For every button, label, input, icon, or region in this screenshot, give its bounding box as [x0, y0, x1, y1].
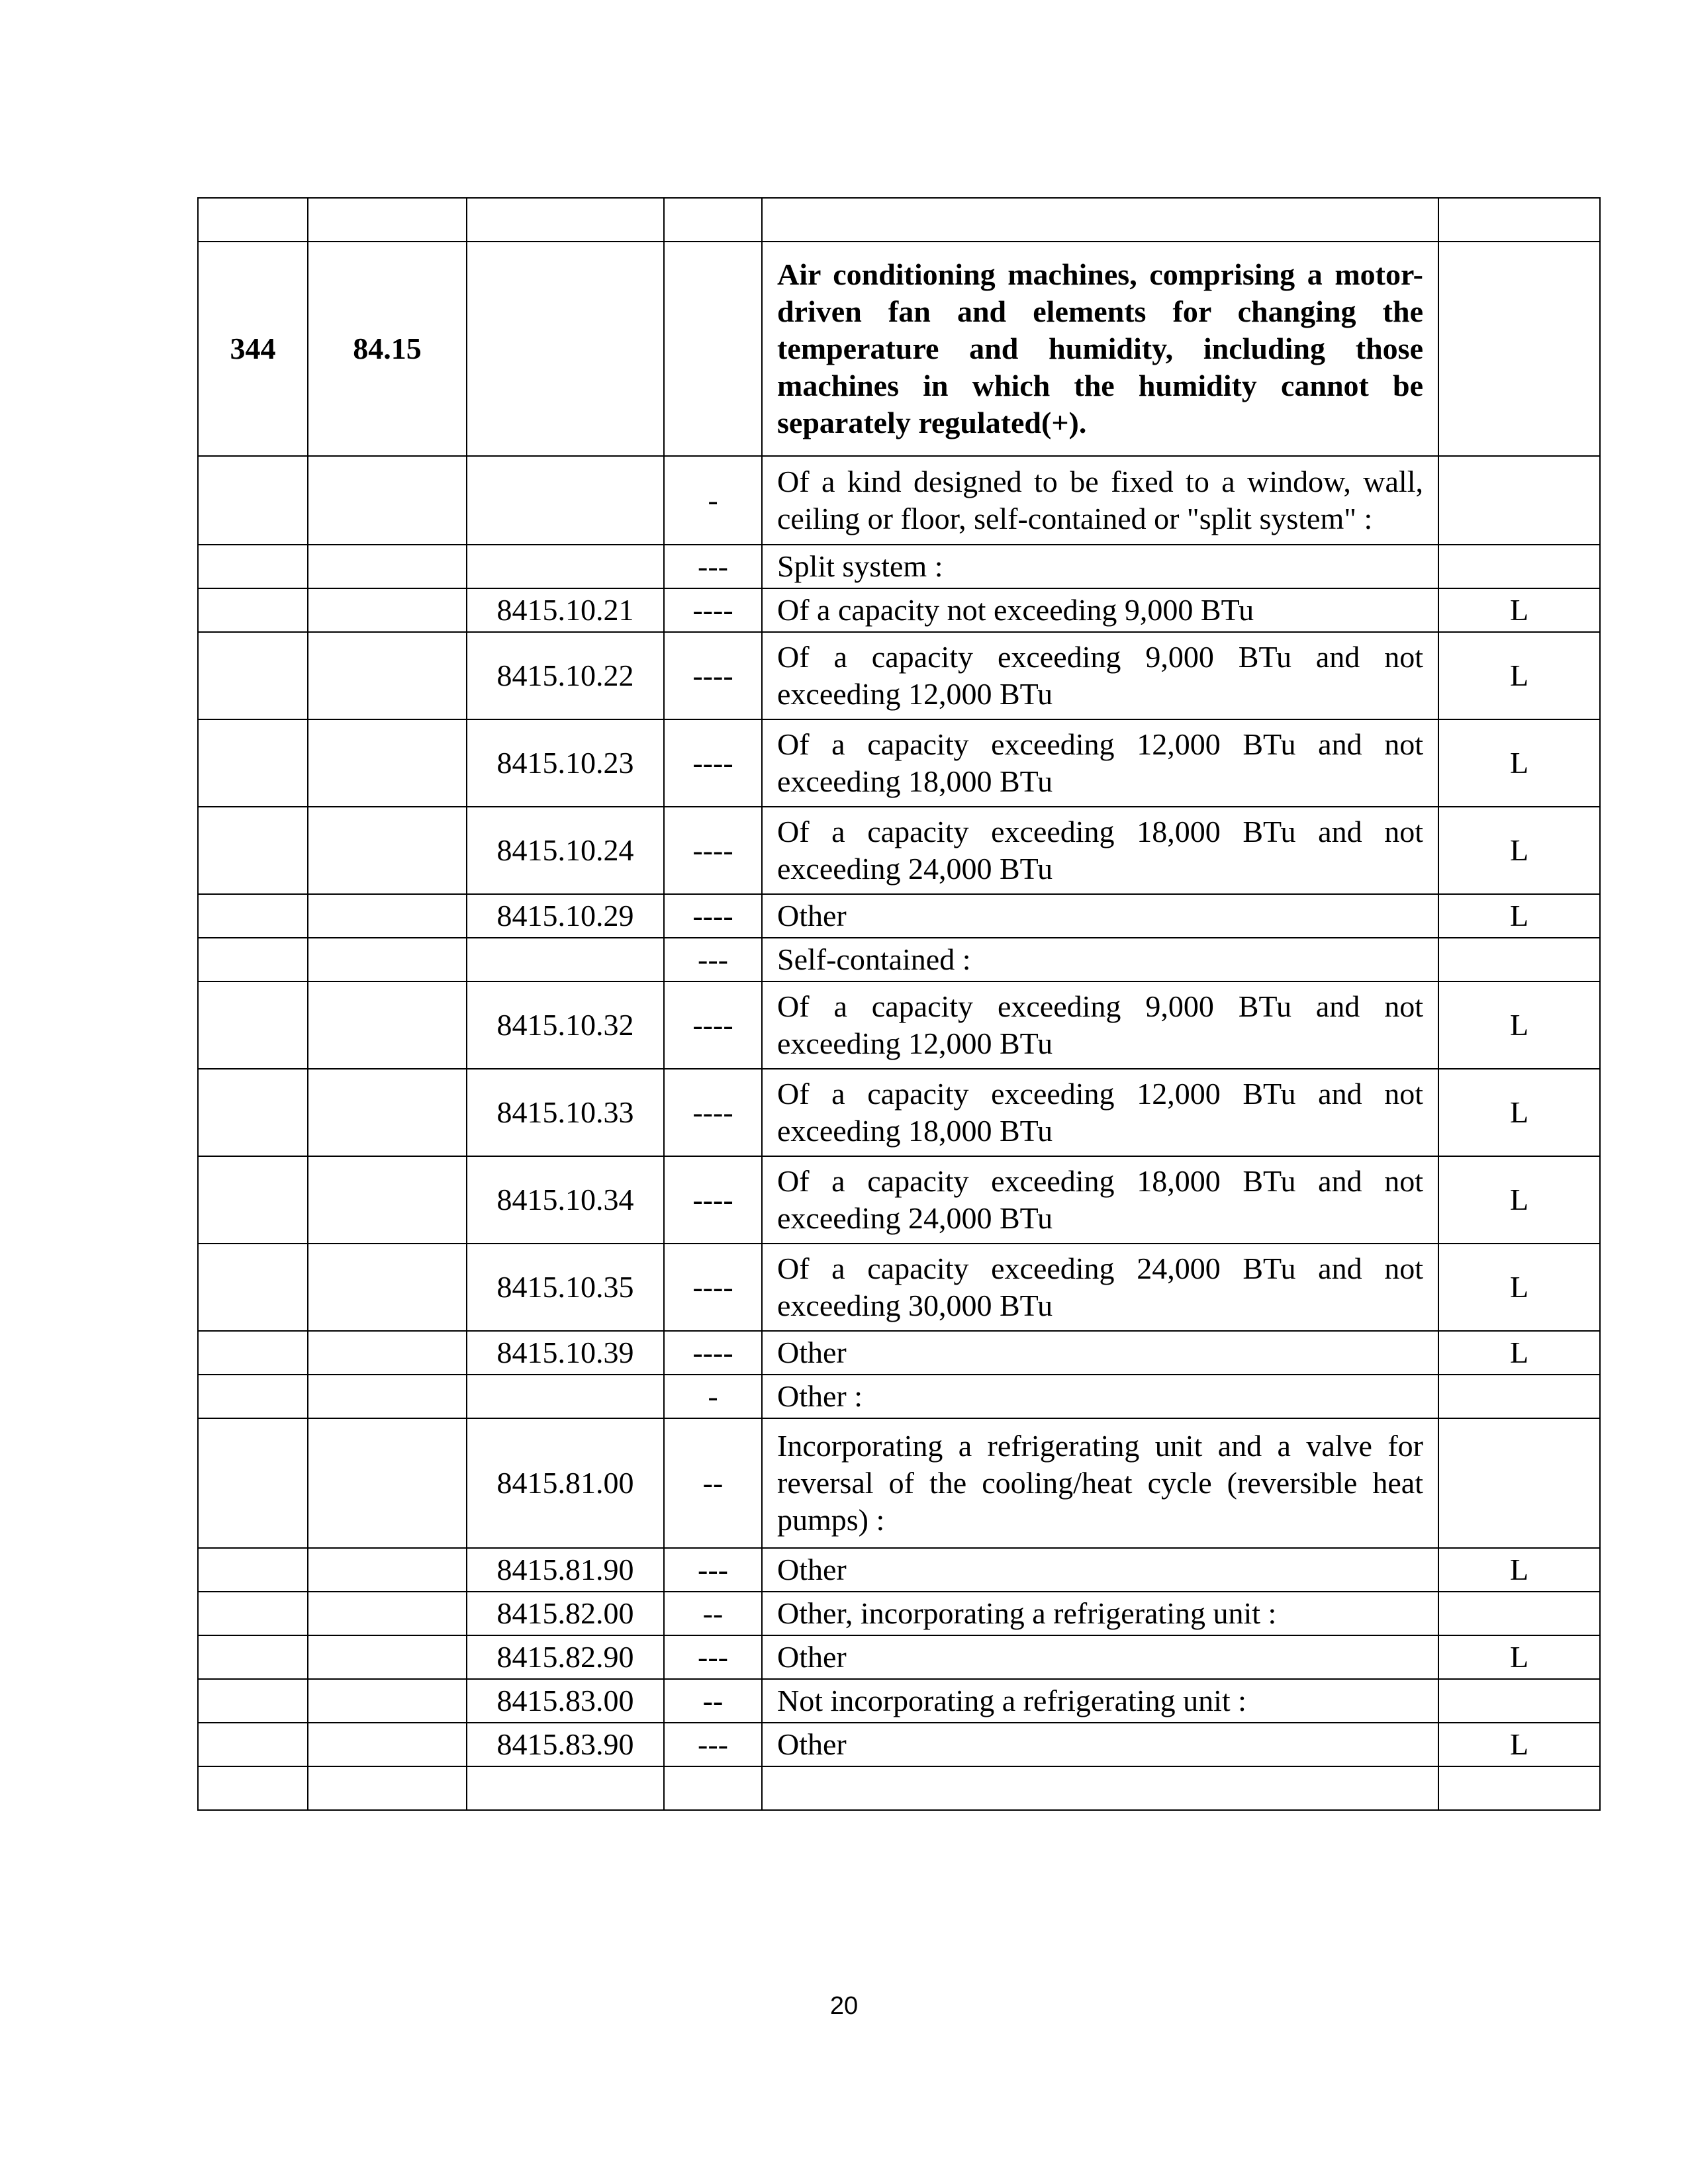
category-cell: L: [1438, 588, 1600, 632]
dash-level-cell: [664, 242, 762, 456]
hs-code-cell: 8415.10.21: [467, 588, 664, 632]
dash-level-cell: --: [664, 1679, 762, 1723]
serial-number-cell: [198, 1331, 308, 1375]
heading-cell: [308, 894, 467, 938]
hs-code-cell: [467, 242, 664, 456]
category-cell: [1438, 1592, 1600, 1635]
description-cell: Split system :: [762, 545, 1438, 588]
dash-level-cell: ---: [664, 545, 762, 588]
table-row: [198, 1592, 1600, 1635]
category-cell: [1438, 1679, 1600, 1723]
serial-number-cell: [198, 1069, 308, 1156]
table-row: [198, 894, 1600, 938]
description-cell: Of a capacity exceeding 9,000 BTu and not exceeding 12,000 BTu: [762, 632, 1438, 719]
heading-cell: [308, 456, 467, 545]
category-cell: L: [1438, 1723, 1600, 1766]
table-row: [198, 1069, 1600, 1156]
heading-cell: [308, 1635, 467, 1679]
heading-cell: [308, 588, 467, 632]
category-cell: L: [1438, 1548, 1600, 1592]
hs-code-cell: 8415.82.00: [467, 1592, 664, 1635]
description-cell: Of a capacity exceeding 18,000 BTu and not exceeding 24,000 BTu: [762, 1156, 1438, 1244]
description-cell: Other: [762, 1635, 1438, 1679]
dash-level-cell: ---: [664, 1548, 762, 1592]
serial-number-cell: [198, 1679, 308, 1723]
description-cell: Of a capacity exceeding 12,000 BTu and not exceeding 18,000 BTu: [762, 719, 1438, 807]
heading-cell: [308, 545, 467, 588]
heading-cell: [308, 938, 467, 981]
dash-level-cell: ----: [664, 807, 762, 894]
hs-code-cell: 8415.83.90: [467, 1723, 664, 1766]
category-cell: [1438, 242, 1600, 456]
table-row: [198, 1723, 1600, 1766]
hs-code-cell: 8415.82.90: [467, 1635, 664, 1679]
table-row: [198, 456, 1600, 545]
table-row: [198, 938, 1600, 981]
hs-code-cell: 8415.83.00: [467, 1679, 664, 1723]
dash-level-cell: ----: [664, 632, 762, 719]
description-cell: Of a capacity exceeding 18,000 BTu and not exceeding 24,000 BTu: [762, 807, 1438, 894]
category-cell: L: [1438, 1635, 1600, 1679]
heading-cell: [308, 1069, 467, 1156]
category-cell: L: [1438, 719, 1600, 807]
dash-level-cell: [664, 198, 762, 242]
heading-cell: [308, 1548, 467, 1592]
category-cell: L: [1438, 894, 1600, 938]
serial-number-cell: [198, 588, 308, 632]
dash-level-cell: --: [664, 1418, 762, 1548]
category-cell: L: [1438, 981, 1600, 1069]
description-cell: Self-contained :: [762, 938, 1438, 981]
heading-cell: [308, 1418, 467, 1548]
dash-level-cell: ---: [664, 938, 762, 981]
hs-code-cell: [467, 456, 664, 545]
hs-code-cell: [467, 198, 664, 242]
hs-code-cell: 8415.10.34: [467, 1156, 664, 1244]
heading-cell: 84.15: [308, 242, 467, 456]
table-row: [198, 1156, 1600, 1244]
description-cell: Other: [762, 1331, 1438, 1375]
table-row: [198, 807, 1600, 894]
category-cell: L: [1438, 1156, 1600, 1244]
dash-level-cell: ----: [664, 1156, 762, 1244]
category-cell: L: [1438, 1331, 1600, 1375]
category-cell: L: [1438, 1244, 1600, 1331]
dash-level-cell: ----: [664, 719, 762, 807]
heading-cell: [308, 981, 467, 1069]
table-row: [198, 1244, 1600, 1331]
description-cell: Of a capacity not exceeding 9,000 BTu: [762, 588, 1438, 632]
description-cell: Of a kind designed to be fixed to a window, wall, ceiling or floor, self-contained or "split system" :: [762, 456, 1438, 545]
dash-level-cell: -: [664, 456, 762, 545]
heading-cell: [308, 1375, 467, 1418]
serial-number-cell: [198, 981, 308, 1069]
hs-code-cell: 8415.10.23: [467, 719, 664, 807]
heading-cell: [308, 1331, 467, 1375]
category-cell: [1438, 1418, 1600, 1548]
description-cell: Other :: [762, 1375, 1438, 1418]
category-cell: L: [1438, 632, 1600, 719]
dash-level-cell: [664, 1766, 762, 1810]
hs-code-cell: 8415.81.00: [467, 1418, 664, 1548]
hs-code-cell: 8415.10.24: [467, 807, 664, 894]
serial-number-cell: [198, 632, 308, 719]
description-cell: Other: [762, 1548, 1438, 1592]
hs-code-cell: 8415.10.35: [467, 1244, 664, 1331]
category-cell: L: [1438, 807, 1600, 894]
table-row: [198, 198, 1600, 242]
serial-number-cell: [198, 1592, 308, 1635]
heading-cell: [308, 719, 467, 807]
table-row: [198, 1635, 1600, 1679]
dash-level-cell: ---: [664, 1635, 762, 1679]
table-row-heading: [198, 242, 1600, 456]
heading-cell: [308, 1723, 467, 1766]
hs-code-cell: [467, 938, 664, 981]
dash-level-cell: ----: [664, 1069, 762, 1156]
serial-number-cell: [198, 1635, 308, 1679]
heading-cell: [308, 198, 467, 242]
dash-level-cell: ---: [664, 1723, 762, 1766]
hs-code-cell: 8415.10.32: [467, 981, 664, 1069]
serial-number-cell: [198, 894, 308, 938]
hs-code-cell: 8415.10.33: [467, 1069, 664, 1156]
description-cell: Other, incorporating a refrigerating unit :: [762, 1592, 1438, 1635]
category-cell: [1438, 938, 1600, 981]
dash-level-cell: ----: [664, 588, 762, 632]
dash-level-cell: ----: [664, 1244, 762, 1331]
serial-number-cell: [198, 1418, 308, 1548]
description-cell: Of a capacity exceeding 12,000 BTu and not exceeding 18,000 BTu: [762, 1069, 1438, 1156]
serial-number-cell: [198, 1244, 308, 1331]
table-row: [198, 588, 1600, 632]
serial-number-cell: [198, 456, 308, 545]
hs-code-cell: [467, 545, 664, 588]
hs-code-cell: 8415.10.22: [467, 632, 664, 719]
description-cell: Air conditioning machines, comprising a motor-driven fan and elements for changing the temperature and humidity, including those machines in which the humidity cannot be separately regulated(+).: [762, 242, 1438, 456]
category-cell: L: [1438, 1069, 1600, 1156]
table-row: [198, 719, 1600, 807]
category-cell: [1438, 198, 1600, 242]
serial-number-cell: 344: [198, 242, 308, 456]
hs-code-cell: 8415.81.90: [467, 1548, 664, 1592]
serial-number-cell: [198, 1766, 308, 1810]
category-cell: [1438, 1375, 1600, 1418]
heading-cell: [308, 1679, 467, 1723]
heading-cell: [308, 1156, 467, 1244]
description-cell: [762, 198, 1438, 242]
table-row: [198, 1548, 1600, 1592]
description-cell: [762, 1766, 1438, 1810]
dash-level-cell: ----: [664, 1331, 762, 1375]
heading-cell: [308, 1766, 467, 1810]
heading-cell: [308, 1244, 467, 1331]
description-cell: Other: [762, 1723, 1438, 1766]
hs-code-cell: 8415.10.39: [467, 1331, 664, 1375]
hs-code-cell: 8415.10.29: [467, 894, 664, 938]
description-cell: Other: [762, 894, 1438, 938]
serial-number-cell: [198, 1375, 308, 1418]
hs-code-cell: [467, 1375, 664, 1418]
serial-number-cell: [198, 1548, 308, 1592]
page-number: 20: [829, 1992, 859, 2020]
serial-number-cell: [198, 719, 308, 807]
serial-number-cell: [198, 938, 308, 981]
description-cell: Not incorporating a refrigerating unit :: [762, 1679, 1438, 1723]
table-row: [198, 1375, 1600, 1418]
serial-number-cell: [198, 807, 308, 894]
hs-code-cell: [467, 1766, 664, 1810]
table-row: [198, 1331, 1600, 1375]
heading-cell: [308, 807, 467, 894]
serial-number-cell: [198, 1156, 308, 1244]
category-cell: [1438, 1766, 1600, 1810]
dash-level-cell: ----: [664, 981, 762, 1069]
serial-number-cell: [198, 1723, 308, 1766]
category-cell: [1438, 456, 1600, 545]
table-row: [198, 632, 1600, 719]
serial-number-cell: [198, 198, 308, 242]
table-row: [198, 981, 1600, 1069]
dash-level-cell: ----: [664, 894, 762, 938]
dash-level-cell: --: [664, 1592, 762, 1635]
serial-number-cell: [198, 545, 308, 588]
dash-level-cell: -: [664, 1375, 762, 1418]
heading-cell: [308, 1592, 467, 1635]
description-cell: Incorporating a refrigerating unit and a valve for reversal of the cooling/heat cycle (reversible heat pumps) :: [762, 1418, 1438, 1548]
description-cell: Of a capacity exceeding 9,000 BTu and not exceeding 12,000 BTu: [762, 981, 1438, 1069]
category-cell: [1438, 545, 1600, 588]
table-row: [198, 545, 1600, 588]
table-row: [198, 1766, 1600, 1810]
tariff-table: [197, 197, 1601, 1811]
table-row: [198, 1418, 1600, 1548]
description-cell: Of a capacity exceeding 24,000 BTu and not exceeding 30,000 BTu: [762, 1244, 1438, 1331]
table-row: [198, 1679, 1600, 1723]
heading-cell: [308, 632, 467, 719]
